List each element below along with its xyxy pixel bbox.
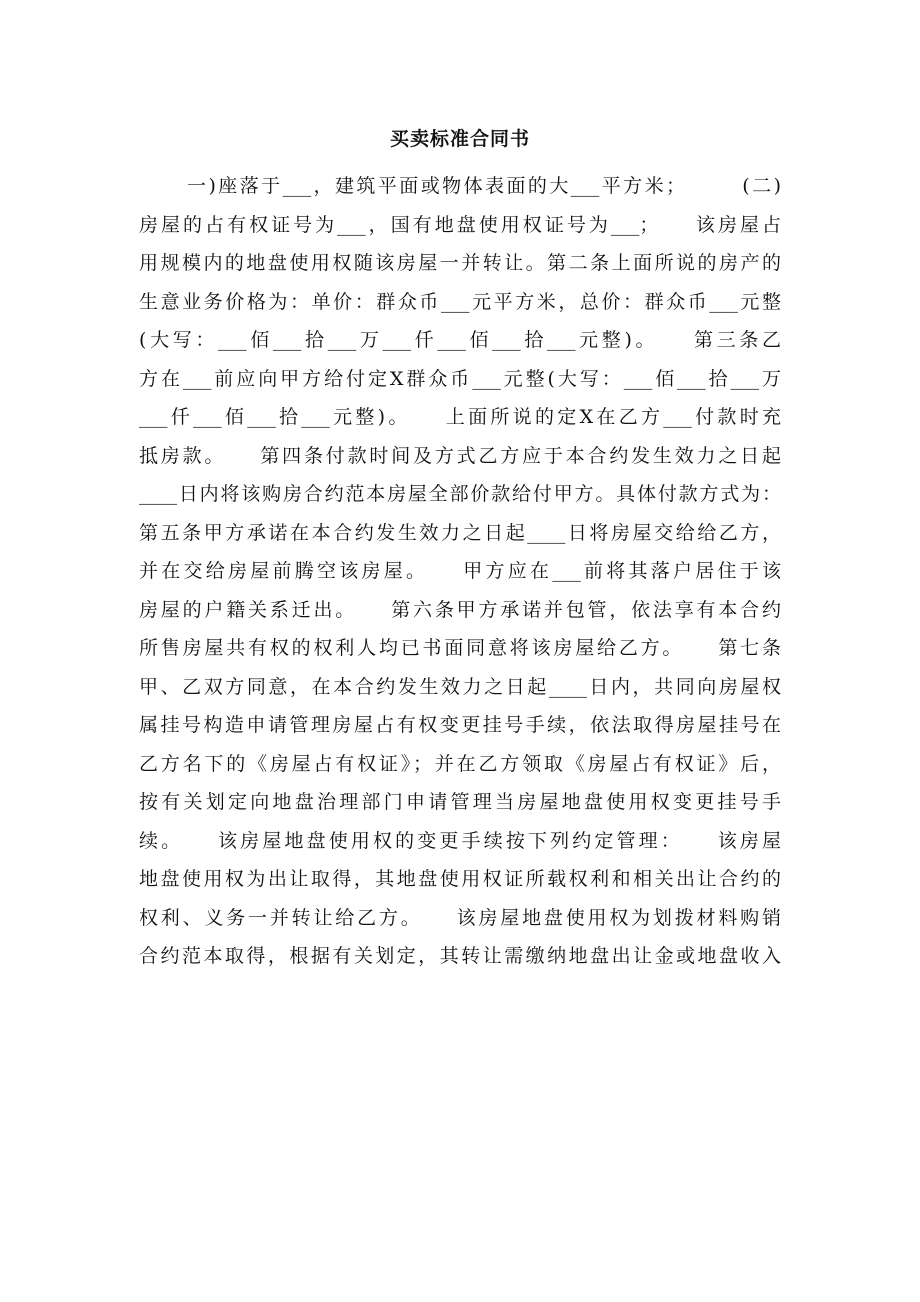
document-title: 买卖标准合同书	[389, 128, 530, 150]
body-line: 甲、乙双方同意，在本合约发生效力之日起____日内，共同向房屋权	[139, 675, 781, 698]
body-line: (大写：___佰___拾___万___仟___佰___拾___元整)。 第三条乙	[139, 329, 781, 351]
body-line: 方在___前应向甲方给付定X群众币___元整(大写：___佰___拾___万	[139, 367, 781, 390]
body-line: 权利、义务一并转让给乙方。 该房屋地盘使用权为划拨材料购销	[139, 906, 781, 929]
body-line: 按有关划定向地盘治理部门申请管理当房屋地盘使用权变更挂号手	[139, 791, 781, 813]
body-line: 续。 该房屋地盘使用权的变更手续按下列约定管理： 该房屋	[139, 829, 781, 852]
body-line: 用规模内的地盘使用权随该房屋一并转让。第二条上面所说的房产的	[139, 252, 781, 274]
body-line: 第五条甲方承诺在本合约发生效力之日起____日将房屋交给给乙方，	[139, 521, 781, 544]
body-line: 房屋的占有权证号为___，国有地盘使用权证号为___； 该房屋占	[139, 213, 781, 236]
body-line: 乙方名下的《房屋占有权证》；并在乙方领取《房屋占有权证》后，	[139, 752, 781, 775]
body-line: ____日内将该购房合约范本房屋全部价款给付甲方。具体付款方式为：	[139, 483, 781, 505]
body-line: 合约范本取得，根据有关划定，其转让需缴纳地盘出让金或地盘收入	[139, 945, 781, 967]
body-line: 抵房款。 第四条付款时间及方式乙方应于本合约发生效力之日起	[139, 444, 781, 467]
document-body	[139, 167, 781, 976]
body-line: 属挂号构造申请管理房屋占有权变更挂号手续，依法取得房屋挂号在	[139, 714, 781, 736]
body-line: 一)座落于___，建筑平面或物体表面的大___平方米； (二)	[187, 175, 781, 197]
body-line: 生意业务价格为：单价：群众币___元平方米，总价：群众币___元整	[139, 290, 781, 313]
body-line: 并在交给房屋前腾空该房屋。 甲方应在___前将其落户居住于该	[139, 560, 781, 582]
body-line: 房屋的户籍关系迁出。 第六条甲方承诺并包管，依法享有本合约	[139, 598, 781, 621]
body-line: ___仟___佰___拾___元整)。 上面所说的定X在乙方___付款时充	[139, 406, 781, 428]
body-line: 所售房屋共有权的权利人均已书面同意将该房屋给乙方。 第七条	[139, 637, 781, 659]
body-line: 地盘使用权为出让取得，其地盘使用权证所载权利和相关出让合约的	[139, 868, 781, 890]
